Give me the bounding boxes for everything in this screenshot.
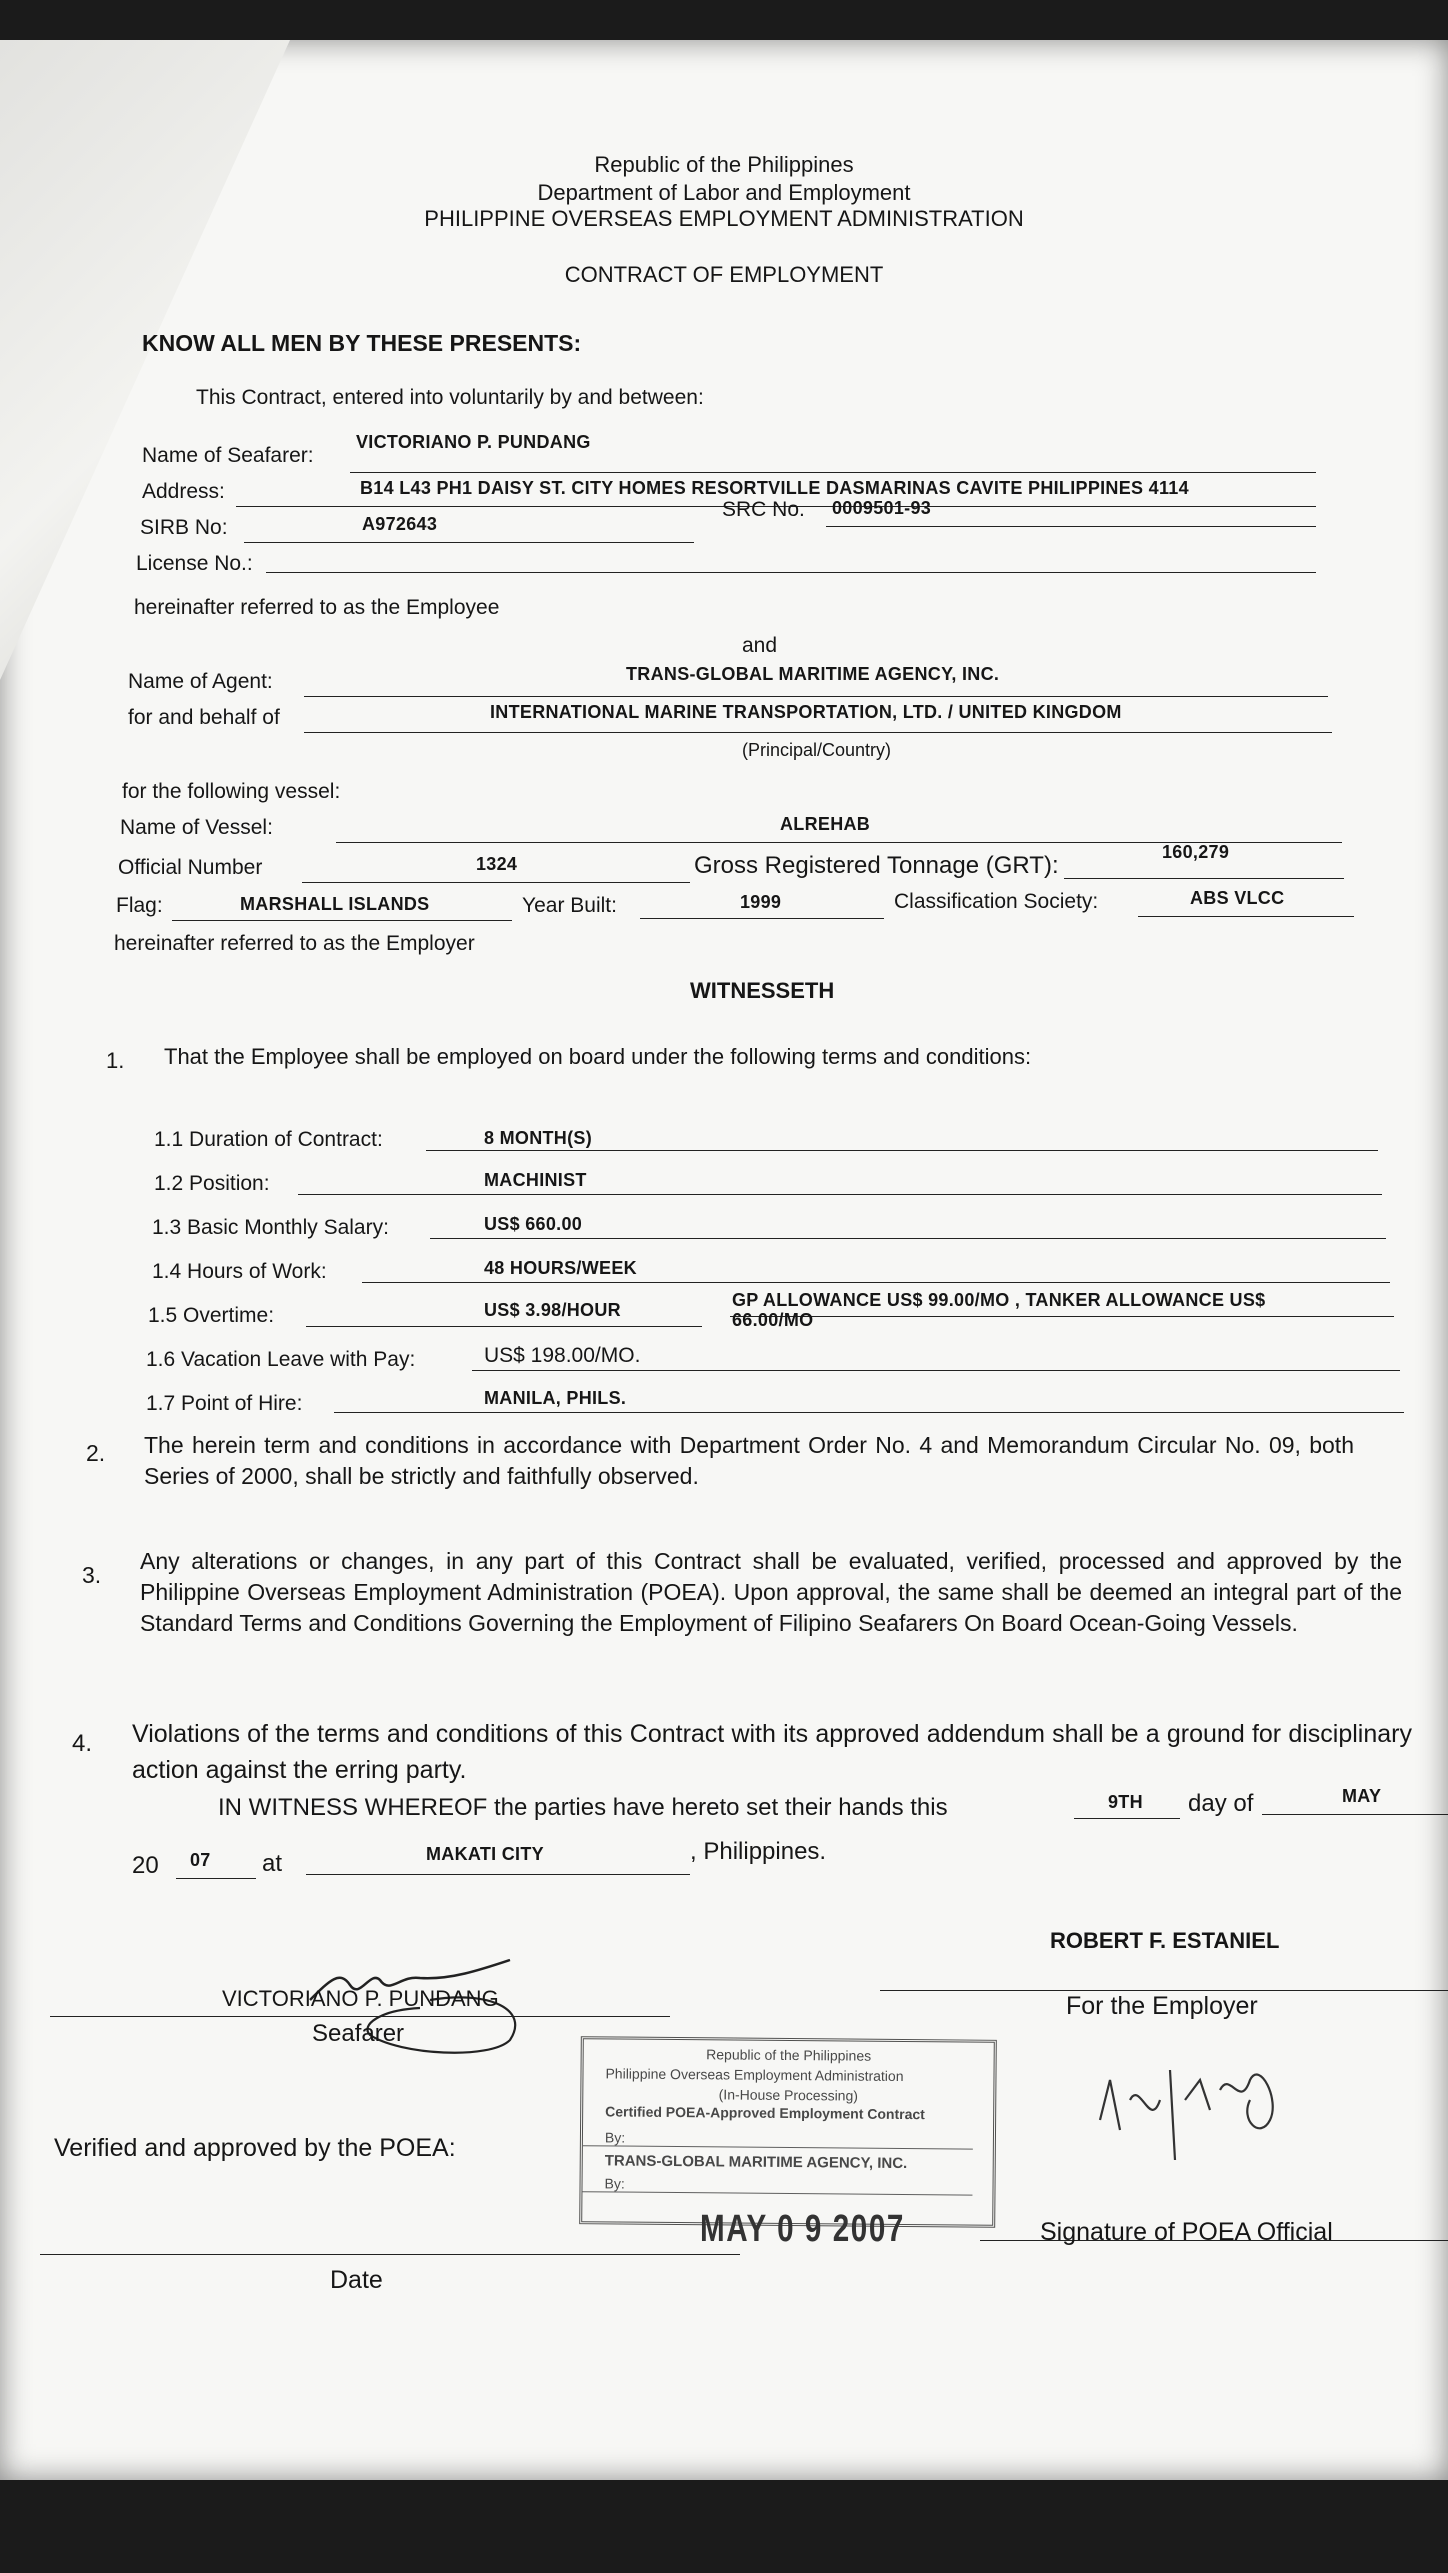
clause-1-number: 1. (106, 1048, 125, 1073)
clause-2-number: 2. (86, 1440, 106, 1466)
employer-caption: For the Employer (1066, 1992, 1258, 2020)
clause-3-text: Any alterations or changes, in any part of this Contract shall be evaluated, verified, processed and approved by the Philippine Overseas Employment Administration (POEA). Upon approval, the same shall be deemed an integral part of the Standard Terms and Conditions Governing the Employment of Filipino Seafarers On Board Ocean-Going Vessels. (140, 1548, 1402, 1636)
vessel-name: ALREHAB (780, 814, 871, 834)
grt-line (1064, 878, 1344, 879)
employee-hereinafter: hereinafter referred to as the Employee (134, 596, 500, 619)
witness-country: , Philippines. (690, 1838, 827, 1865)
intro-heading: KNOW ALL MEN BY THESE PRESENTS: (142, 330, 582, 356)
stamp-line-2: Philippine Overseas Employment Administration (605, 2065, 904, 2085)
witness-place: MAKATI CITY (426, 1844, 544, 1864)
witness-at: at (262, 1850, 283, 1877)
src-number: 0009501-93 (832, 498, 932, 518)
clause-4-text: Violations of the terms and conditions of this Contract with its approved addendum shall be a ground for disciplinary action against the erring party. (132, 1720, 1412, 1784)
term-salary-label: 1.3 Basic Monthly Salary: (152, 1216, 389, 1239)
date-line (40, 2254, 740, 2255)
verified-by-poea: Verified and approved by the POEA: (54, 2134, 456, 2162)
official-number-line (302, 882, 690, 883)
seafarer-name-line (350, 472, 1316, 473)
principal-name: INTERNATIONAL MARINE TRANSPORTATION, LTD. / UNITED KINGDOM (490, 702, 1122, 722)
src-line (826, 526, 1316, 527)
term-hire-line (334, 1412, 1404, 1413)
employer-signature-line (880, 1990, 1448, 1991)
clause-3-number: 3. (82, 1562, 102, 1588)
intro-text: This Contract, entered into voluntarily by and between: (196, 386, 704, 409)
flag-value: MARSHALL ISLANDS (240, 894, 430, 914)
term-hours-label: 1.4 Hours of Work: (152, 1260, 327, 1283)
sirb-number: A972643 (362, 514, 438, 534)
witnesseth-heading: WITNESSETH (690, 978, 835, 1003)
term-hire-value: MANILA, PHILS. (484, 1388, 627, 1408)
document-title: CONTRACT OF EMPLOYMENT (564, 262, 884, 287)
agent-name: TRANS-GLOBAL MARITIME AGENCY, INC. (626, 664, 1000, 684)
clause-1-text: That the Employee shall be employed on board under the following terms and conditions: (164, 1044, 1032, 1069)
seafarer-address: B14 L43 PH1 DAISY ST. CITY HOMES RESORTVILLE DASMARINAS CAVITE PHILIPPINES 4114 (360, 478, 1189, 498)
term-allowance-line-1: GP ALLOWANCE US$ 99.00/MO , TANKER ALLOWANCE US$ (732, 1290, 1266, 1310)
behalf-label: for and behalf of (128, 706, 280, 729)
stamp-line-1: Republic of the Philippines (706, 2046, 872, 2064)
header-line-3: PHILIPPINE OVERSEAS EMPLOYMENT ADMINISTRATION (424, 206, 1024, 231)
term-position-value: MACHINIST (484, 1170, 587, 1190)
term-overtime-value: US$ 3.98/HOUR (484, 1300, 621, 1320)
term-duration-value: 8 MONTH(S) (484, 1128, 592, 1148)
agent-label: Name of Agent: (128, 670, 273, 693)
official-number: 1324 (476, 854, 518, 874)
date-caption: Date (330, 2266, 383, 2294)
stamp-line-6: TRANS-GLOBAL MARITIME AGENCY, INC. (604, 2152, 908, 2173)
term-overtime-line (306, 1326, 702, 1327)
poea-official-signature-image (1090, 2040, 1320, 2190)
term-allowance-line-2: 66.00/MO (732, 1310, 814, 1330)
header-line-1: Republic of the Philippines (594, 152, 854, 177)
stamp-line-7: By: (582, 2175, 972, 2195)
year-built: 1999 (740, 892, 782, 912)
agent-line (304, 696, 1328, 697)
term-position-line (298, 1194, 1382, 1195)
seafarer-signature-name: VICTORIANO P. PUNDANG (222, 1986, 499, 2011)
official-number-label: Official Number (118, 856, 263, 879)
seafarer-caption: Seafarer (312, 2020, 405, 2047)
vessel-name-label: Name of Vessel: (120, 816, 273, 839)
employer-signatory-name: ROBERT F. ESTANIEL (1050, 1928, 1280, 1953)
employer-hereinafter: hereinafter referred to as the Employer (114, 932, 475, 955)
stamp-line-3: (In-House Processing) (718, 2086, 859, 2104)
src-label: SRC No. (722, 498, 805, 521)
term-hours-line (362, 1282, 1390, 1283)
sirb-label: SIRB No: (140, 516, 228, 539)
license-label: License No.: (136, 552, 253, 575)
witness-day-of: day of (1188, 1790, 1254, 1817)
witness-place-line (306, 1874, 690, 1875)
class-society-line (1138, 916, 1354, 917)
term-allowance-underline (730, 1316, 1394, 1317)
flag-line (172, 920, 512, 921)
stamp-line-5: By: (583, 2129, 973, 2149)
term-overtime-label: 1.5 Overtime: (148, 1304, 275, 1327)
term-hours-value: 48 HOURS/WEEK (484, 1258, 637, 1278)
grt-value: 160,279 (1162, 842, 1230, 862)
witness-month-line (1262, 1814, 1448, 1815)
seafarer-signature-line (50, 2016, 670, 2017)
witness-day-line (1074, 1818, 1180, 1819)
class-society: ABS VLCC (1190, 888, 1285, 908)
term-salary-line (430, 1238, 1386, 1239)
witness-year: 07 (190, 1850, 211, 1870)
address-label: Address: (142, 480, 225, 503)
contract-page (0, 40, 1448, 2480)
term-duration-label: 1.1 Duration of Contract: (154, 1128, 383, 1151)
grt-label: Gross Registered Tonnage (GRT): (694, 852, 1059, 879)
seafarer-name-label: Name of Seafarer: (142, 444, 314, 467)
witness-year-prefix: 20 (132, 1852, 159, 1879)
term-duration-line (426, 1150, 1378, 1151)
clause-2-text: The herein term and conditions in accordance with Department Order No. 4 and Memorandum Circular No. 09, both Series of 2000, shall be strictly and faithfully observed. (144, 1432, 1354, 1489)
term-position-label: 1.2 Position: (154, 1172, 270, 1195)
vessel-intro: for the following vessel: (122, 780, 341, 803)
and-text: and (742, 634, 778, 657)
poea-approval-stamp (579, 2036, 997, 2228)
stamp-date: MAY 0 9 2007 (700, 2208, 905, 2250)
witness-month: MAY (1342, 1786, 1382, 1806)
year-built-line (640, 918, 884, 919)
stamp-line-4: Certified POEA-Approved Employment Contract (605, 2103, 925, 2123)
flag-label: Flag: (116, 894, 163, 917)
page-curl (0, 40, 290, 680)
license-line (266, 572, 1316, 573)
term-vacation-line (472, 1370, 1400, 1371)
year-built-label: Year Built: (522, 894, 617, 917)
witness-text: IN WITNESS WHEREOF the parties have hereto set their hands this (218, 1794, 948, 1821)
header-line-2: Department of Labor and Employment (537, 180, 911, 205)
sirb-line (244, 542, 694, 543)
principal-caption: (Principal/Country) (742, 740, 892, 760)
seafarer-name: VICTORIANO P. PUNDANG (356, 432, 591, 452)
class-society-label: Classification Society: (894, 890, 1099, 913)
witness-year-line (176, 1878, 256, 1879)
poea-official-caption: Signature of POEA Official (1040, 2218, 1333, 2246)
witness-day: 9TH (1108, 1792, 1143, 1812)
term-vacation-label: 1.6 Vacation Leave with Pay: (146, 1348, 416, 1371)
principal-line (304, 732, 1332, 733)
term-hire-label: 1.7 Point of Hire: (146, 1392, 303, 1415)
clause-4-number: 4. (72, 1730, 93, 1757)
term-vacation-value: US$ 198.00/MO. (484, 1344, 641, 1367)
term-salary-value: US$ 660.00 (484, 1214, 583, 1234)
